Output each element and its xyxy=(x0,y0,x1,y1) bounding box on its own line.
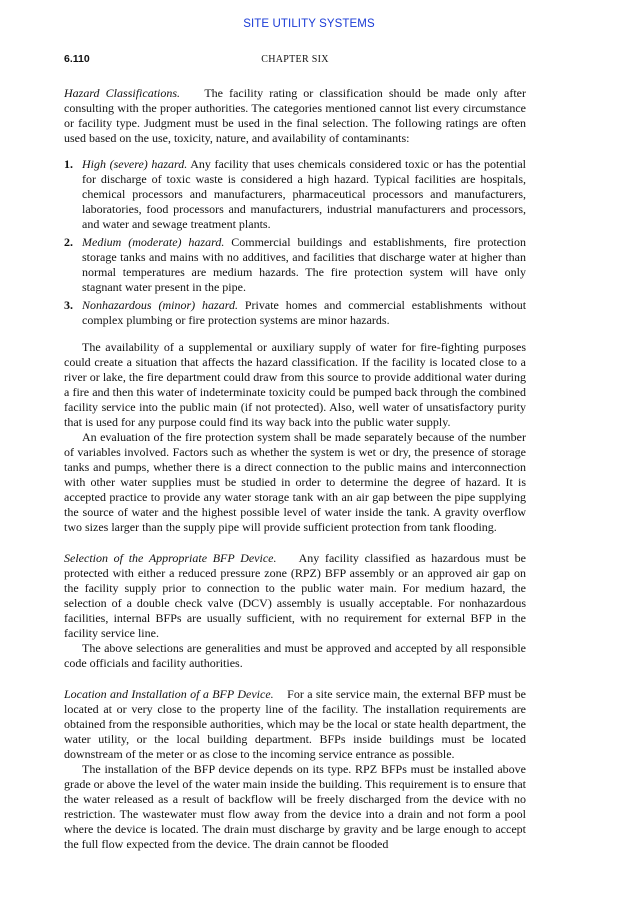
hazard-intro-paragraph xyxy=(64,86,526,146)
body-text xyxy=(64,86,526,852)
running-head: SITE UTILITY SYSTEMS xyxy=(243,18,375,30)
selection-text: Any facility classified as hazardous must be protected with either a reduced pressure zone (RPZ) BFP assembly or an approved air gap on the facility supply prior to connection to the public water main. For medium hazard, the selection of a double check valve (DCV) assembly is usually acceptable. For nonhazardous facilities, internal BFPs are usually sufficient, with no requirement for external BFP in the facility service line. xyxy=(64,551,526,640)
list-item-text: Private homes and commercial establishments without complex plumbing or fire protection systems are minor hazards. xyxy=(82,298,527,327)
list-item xyxy=(64,157,526,232)
list-item-label: Medium (moderate) hazard. xyxy=(82,235,225,249)
hazard-heading: Hazard Classifications. xyxy=(64,86,181,100)
list-item-number: 2. xyxy=(64,235,73,249)
list-item-text: Any facility that uses chemicals considered toxic or has the potential for discharge of toxic waste is considered a high hazard. Typical facilities are hospitals, chemical processors and manufacturers, pharmaceutical processors and manufacturers, laboratories, food processors and manufacturers, industrial manufacturers and processors, and water and sewage treatment plants. xyxy=(82,157,526,231)
location-heading: Location and Installation of a BFP Device. xyxy=(64,687,274,701)
page-header xyxy=(64,53,526,67)
list-item-label: High (severe) hazard. xyxy=(82,157,188,171)
hazard-intro-text: The facility rating or classification should be made only after consulting with the proper authorities. The categories mentioned cannot list every circumstance or facility type. Judgment must be used in the final selection. The following ratings are often used based on the use, toxicity, nature, and availability of contaminants: xyxy=(64,86,526,145)
selection-heading: Selection of the Appropriate BFP Device. xyxy=(64,551,277,565)
hazard-list xyxy=(64,157,526,328)
location-paragraph-1 xyxy=(64,687,526,762)
chapter-title: CHAPTER SIX xyxy=(261,54,329,65)
selection-paragraph-2: The above selections are generalities and must be approved and accepted by all responsible code officials and facility authorities. xyxy=(64,641,526,670)
selection-paragraph-1 xyxy=(64,551,526,641)
location-paragraph-2: The installation of the BFP device depends on its type. RPZ BFPs must be installed above grade or above the level of the water main inside the building. This requirement is to ensure that the water released as a result of backflow will be freely discharged from the device with no restriction. The wastewater must flow away from the device into a drain and not form a pool where the device is located. The drain must discharge by gravity and be large enough to accept the full flow expected from the device. The drain cannot be flooded xyxy=(64,762,526,851)
list-item-number: 3. xyxy=(64,298,73,312)
hazard-paragraph-1: The availability of a supplemental or auxiliary supply of water for fire-fighting purposes could create a situation that affects the hazard classification. If the facility is located close to a river or lake, the fire department could draw from this source to provide additional water during a fire and then this water of indeterminate toxicity could be pumped back through the combined facility service into the public main (if not protected). Also, well water of unsatisfactory purity that is used for any purpose could find its way back into the public water supply. xyxy=(64,340,526,429)
location-text: For a site service main, the external BFP must be located at or very close to the property line of the facility. The installation requirements are obtained from the responsible authorities, which may be the local or state health department, the water utility, or the local building department. BFPs inside buildings must be located downstream of the meter or as close to the incoming service entrance as possible. xyxy=(64,687,527,761)
list-item xyxy=(64,235,526,295)
list-item-label: Nonhazardous (minor) hazard. xyxy=(82,298,238,312)
list-item-number: 1. xyxy=(64,157,73,171)
list-item xyxy=(64,298,526,328)
page-number: 6.110 xyxy=(64,53,90,65)
hazard-paragraph-2: An evaluation of the fire protection system shall be made separately because of the number of variables involved. Factors such as whether the system is wet or dry, the presence of storage tanks and pumps, whether there is a direct connection to the public mains and interconnection with other water supplies must be studied in order to determine the degree of hazard. It is accepted practice to provide any water storage tank with an air gap between the pipe supplying the source of water and the highest possible level of water inside the tank. A gravity overflow two sizes larger than the supply pipe will provide sufficient protection from tank flooding. xyxy=(64,430,526,534)
list-item-text: Commercial buildings and establishments, fire protection storage tanks and mains with no additives, and facilities that discharge water at higher than normal temperatures are medium hazards. The fire protection system will have only stagnant water present in the pipe. xyxy=(82,235,526,294)
